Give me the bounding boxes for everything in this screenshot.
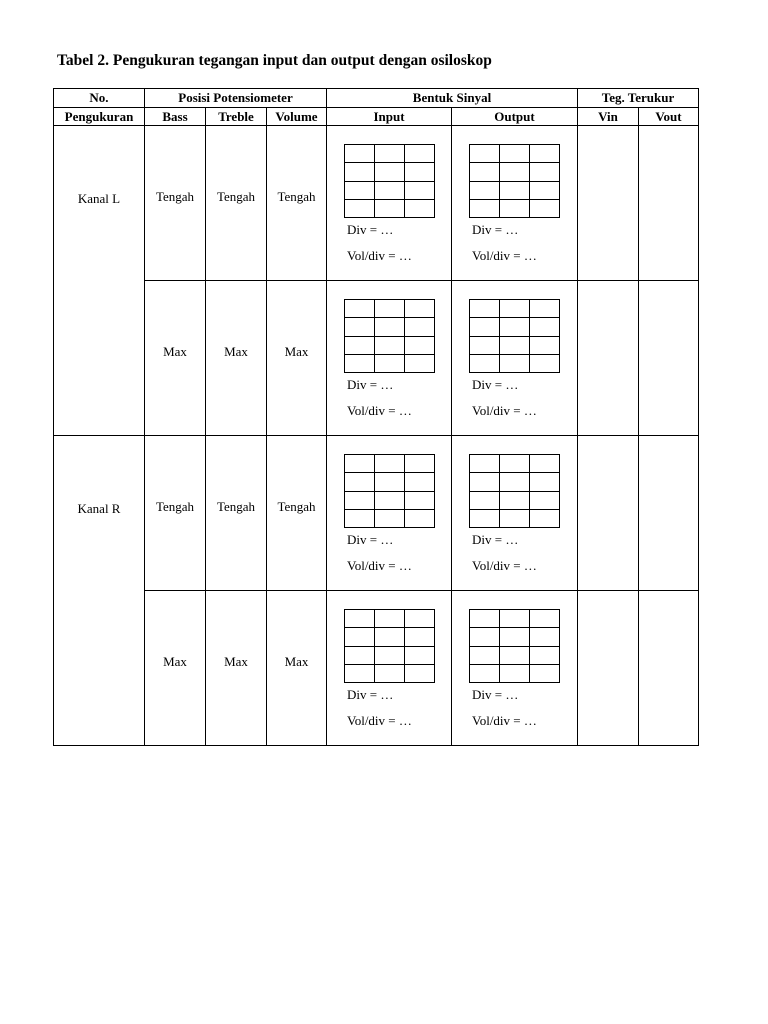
oscilloscope-grid — [344, 144, 435, 218]
input-signal-cell — [327, 281, 452, 436]
kanal-cell — [54, 436, 145, 746]
table-row — [54, 281, 699, 436]
vin-cell — [578, 281, 639, 436]
div-text: Div = … — [472, 377, 519, 392]
output-signal-cell — [452, 436, 578, 591]
input-signal-cell — [327, 126, 452, 281]
div-text: Div = … — [472, 222, 519, 237]
div-text: Div = … — [347, 532, 394, 547]
header-output: Output — [452, 108, 578, 126]
output-signal-cell — [452, 126, 578, 281]
oscilloscope-grid — [469, 144, 560, 218]
volume-value: Tengah — [277, 499, 316, 514]
vout-cell — [639, 281, 699, 436]
treble-value: Tengah — [216, 189, 256, 204]
voldiv-text: Vol/div = … — [347, 713, 412, 728]
volume-value: Tengah — [277, 189, 316, 204]
header-teg: Teg. Terukur — [578, 89, 699, 108]
kanal-label: Kanal L — [77, 191, 121, 206]
bass-value: Tengah — [155, 189, 195, 204]
treble-value: Max — [224, 344, 248, 359]
kanal-label: Kanal R — [77, 501, 121, 516]
header-no: No. — [54, 89, 145, 108]
vin-cell — [578, 436, 639, 591]
oscilloscope-grid — [344, 299, 435, 373]
kanal-cell — [54, 126, 145, 436]
table-title: Tabel 2. Pengukuran tegangan input dan output dengan osiloskop — [57, 52, 492, 69]
vin-cell — [578, 126, 639, 281]
vout-cell — [639, 436, 699, 591]
bass-value: Max — [163, 654, 187, 669]
oscilloscope-grid — [469, 609, 560, 683]
output-signal-cell — [452, 281, 578, 436]
header-bass: Bass — [145, 108, 206, 126]
output-signal-cell — [452, 591, 578, 746]
vout-cell — [639, 591, 699, 746]
div-text: Div = … — [347, 222, 394, 237]
oscilloscope-grid — [344, 609, 435, 683]
oscilloscope-grid — [469, 299, 560, 373]
input-signal-cell — [327, 436, 452, 591]
voldiv-text: Vol/div = … — [472, 248, 537, 263]
table-row — [54, 436, 699, 591]
bass-value: Tengah — [155, 499, 195, 514]
header-posisi: Posisi Potensiometer — [145, 89, 327, 108]
bass-value: Max — [163, 344, 187, 359]
header-vout: Vout — [639, 108, 699, 126]
voldiv-text: Vol/div = … — [472, 403, 537, 418]
treble-value: Tengah — [216, 499, 256, 514]
header-bentuk: Bentuk Sinyal — [327, 89, 578, 108]
oscilloscope-grid — [344, 454, 435, 528]
voldiv-text: Vol/div = … — [472, 713, 537, 728]
header-treble: Treble — [206, 108, 267, 126]
voldiv-text: Vol/div = … — [347, 248, 412, 263]
table-row — [54, 591, 699, 746]
header-volume: Volume — [267, 108, 327, 126]
oscilloscope-grid — [469, 454, 560, 528]
input-signal-cell — [327, 591, 452, 746]
div-text: Div = … — [347, 377, 394, 392]
table-row — [54, 126, 699, 281]
header-input: Input — [327, 108, 452, 126]
header-pengukuran: Pengukuran — [54, 108, 145, 126]
header-vin: Vin — [578, 108, 639, 126]
voldiv-text: Vol/div = … — [347, 403, 412, 418]
div-text: Div = … — [472, 687, 519, 702]
voldiv-text: Vol/div = … — [472, 558, 537, 573]
div-text: Div = … — [472, 532, 519, 547]
vout-cell — [639, 126, 699, 281]
treble-value: Max — [224, 654, 248, 669]
volume-value: Max — [284, 344, 309, 359]
measurement-table — [53, 88, 699, 746]
vin-cell — [578, 591, 639, 746]
div-text: Div = … — [347, 687, 394, 702]
volume-value: Max — [284, 654, 309, 669]
voldiv-text: Vol/div = … — [347, 558, 412, 573]
